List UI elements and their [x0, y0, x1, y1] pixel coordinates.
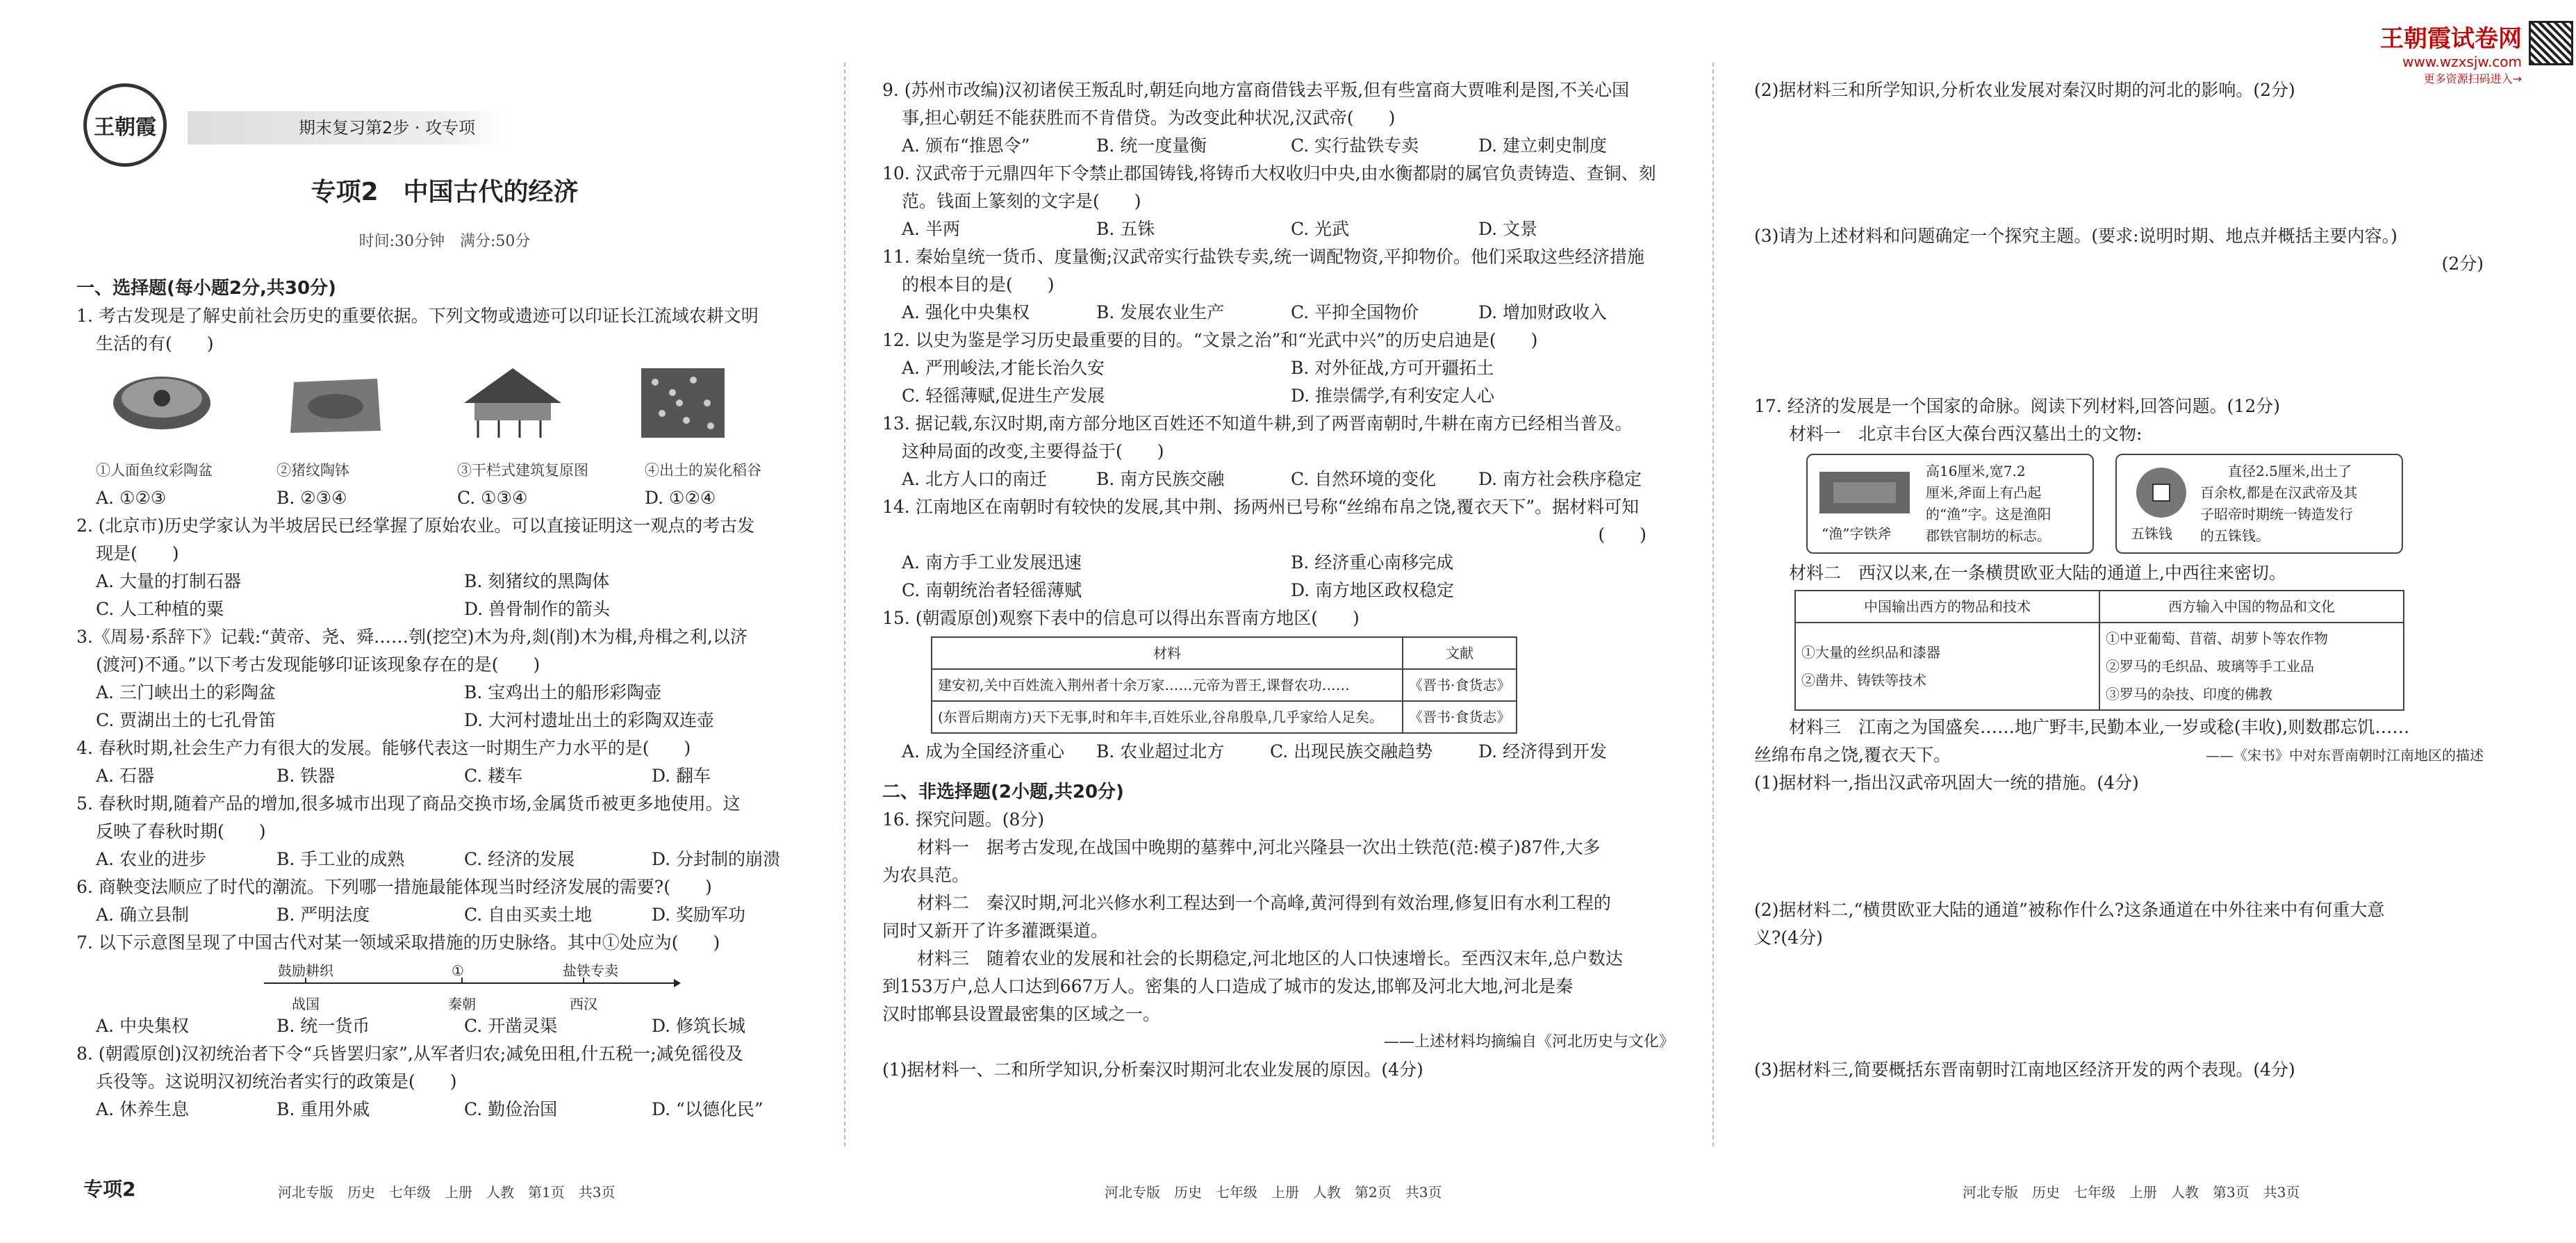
option-d[interactable]: D. 分封制的崩溃	[652, 849, 781, 869]
option-b[interactable]: B. 对外征战,方可开疆拓土	[1291, 358, 1494, 378]
option-d[interactable]: D. 奖励军功	[652, 905, 746, 925]
timeline-diagram: 鼓励耕织 ① 盐铁专卖 战国 秦朝 西汉	[76, 957, 813, 1012]
section-heading: 一、选择题(每小题2分,共30分)	[76, 278, 336, 299]
column-divider	[1712, 63, 1714, 1146]
question-17-part-2: (2)据材料二,“横贯欧亚大陆的通道”被称作什么?这条通道在中外往来中有何重大意 义?(4分)	[1754, 900, 2385, 948]
option-d[interactable]: D. 大河村遗址出土的彩陶双连壶	[464, 710, 715, 730]
question-7: 7. 以下示意图呈现了中国古代对某一领域采取措施的历史脉络。其中①处应为( ) 鼓励耕织 ① 盐铁专卖 战国 秦朝 西汉 A. 中央集权 B. 统一货币 C. 开凿灵渠 D. 修筑长城	[76, 929, 813, 1040]
question-17-part-3: (3)据材料三,简要概括东晋南朝时江南地区经济开发的两个表现。(4分)	[1754, 1060, 2295, 1080]
coin-box: 五铢钱 直径2.5厘米,出土了 百余枚,都是在汉武帝及其 子昭帝时期统一铸造发行 的五铢钱。	[2115, 454, 2403, 554]
artifact-boxes	[1754, 448, 2484, 559]
option-d[interactable]: D. 南方地区政权稳定	[1291, 580, 1455, 600]
option-b[interactable]: B. ②③④	[276, 488, 347, 508]
footer-page-2: 河北专版 历史 七年级 上册 人教 第2页 共3页	[1105, 1184, 1442, 1201]
option-b[interactable]: B. 农业超过北方	[1096, 741, 1225, 762]
option-b[interactable]: B. 经济重心南移完成	[1291, 552, 1454, 573]
pottery-basin-image	[110, 365, 214, 441]
option-c[interactable]: C. 实行盐铁专卖	[1291, 135, 1419, 156]
brand-title: 王朝霞试卷网	[2380, 25, 2522, 53]
question-17: 17. 经济的发展是一个国家的命脉。阅读下列材料,回答问题。(12分) 材料一 北京丰台区大葆台西汉墓出土的文物: “渔”字铁斧 高16厘米,宽7.2 厘米,斧面上有凸起 的“渔”字。这是渔阳 郡铁官制坊的标志。 五铢钱 直径2.5厘米,出土了 百余枚,都是在汉武帝及其 子昭帝时期统一铸造发行 的五铢钱。 材料二 西汉以来,在一条横贯欧亚大陆的通道上,中西往来密切。 中国输出西方的物品和技术 西方输入中国的物品和文化 ①大量的丝织品和漆器 ②凿井、铸铁等技术 ①中亚葡萄、苜蓿、胡萝卜等农作物 ②罗马的毛织品、玻璃等手工业品 ③罗马的杂技、印度的佛教 材料三 江南之为国盛矣……地广野丰,民勤本业,一岁或稔(丰收),则数郡忘饥…… 丝绵布帛之饶,覆衣天下。 ——《宋书》中对东晋南朝时江南地区的描述 (1)据材料一,指出汉武帝巩固大一统的措施。(4分)	[1754, 393, 2484, 797]
option-c[interactable]: C. 贾湖出土的七孔骨笛	[96, 710, 276, 730]
pig-pottery-image	[283, 365, 388, 441]
header-banner: 期末复习第2步 · 攻专项	[188, 111, 507, 145]
option-d[interactable]: D. 增加财政收入	[1478, 302, 1608, 322]
question-10: 10. 汉武帝于元鼎四年下令禁止郡国铸钱,将铸币大权收归中央,由水衡都尉的属官负责铸造、查铜、刻 范。钱面上篆刻的文字是( ) A. 半两 B. 五铢 C. 光武 D. 文景	[882, 160, 1674, 243]
option-c[interactable]: C. 经济的发展	[464, 849, 575, 869]
option-b[interactable]: B. 统一度量衡	[1096, 135, 1207, 156]
carbonized-rice-image	[638, 365, 728, 441]
timeline-arrow	[264, 976, 681, 990]
section-heading: 二、非选择题(2小题,共20分)	[882, 782, 1124, 802]
question-9: 9. (苏州市改编)汉初诸侯王叛乱时,朝廷向地方富商借钱去平叛,但有些富商大贾唯利是图,不关心国 事,担心朝廷不能获胜而不肯借贷。为改变此种状况,汉武帝( ) A. 颁布“推恩令” B. 统一度量衡 C. 实行盐铁专卖 D. 建立刺史制度	[882, 76, 1674, 160]
option-b[interactable]: B. 南方民族交融	[1096, 469, 1225, 489]
option-c[interactable]: C. 耧车	[464, 766, 523, 786]
artifact-images	[76, 358, 813, 456]
option-b[interactable]: B. 统一货币	[276, 1016, 370, 1036]
question-6: 6. 商鞅变法顺应了时代的潮流。下列哪一措施最能体现当时经济发展的需要?( ) A. 确立县制 B. 严明法度 C. 自由买卖土地 D. 奖励军功	[76, 873, 813, 929]
option-a[interactable]: A. ①②③	[96, 488, 167, 508]
option-c[interactable]: C. 勤俭治国	[464, 1099, 558, 1119]
option-c[interactable]: C. 开凿灵渠	[464, 1016, 558, 1036]
footer-badge: 专项2	[83, 1178, 136, 1201]
question-8: 8. (朝霞原创)汉初统治者下令“兵皆罢归家”,从军者归农;减免田租,什五税一;减免徭役及 兵役等。这说明汉初统治者实行的政策是( ) A. 休养生息 B. 重用外戚 C. 勤俭治国 D. “以德化民”	[76, 1040, 813, 1123]
option-a[interactable]: A. 严刑峻法,才能长治久安	[902, 358, 1105, 378]
option-c[interactable]: C. ①③④	[457, 488, 528, 508]
option-c[interactable]: C. 人工种植的粟	[96, 599, 224, 619]
option-b[interactable]: B. 刻猪纹的黑陶体	[464, 571, 610, 591]
qr-code-icon[interactable]	[2529, 21, 2573, 65]
option-d[interactable]: D. 经济得到开发	[1478, 741, 1608, 762]
page-3	[1754, 0, 2484, 1243]
option-d[interactable]: D. 建立刺史制度	[1478, 135, 1608, 156]
page-2	[882, 0, 1674, 1243]
option-b[interactable]: B. 宝鸡出土的船形彩陶壶	[464, 682, 662, 702]
option-a[interactable]: A. 大量的打制石器	[96, 571, 241, 591]
question-14: 14. 江南地区在南朝时有较快的发展,其中荆、扬两州已号称“丝绵布帛之饶,覆衣天下”。据材料可知 ( ) A. 南方手工业发展迅速 B. 经济重心南移完成 C. 南朝统治者轻徭薄赋 D. 南方地区政权稳定	[882, 493, 1674, 604]
wuzhu-coin-image	[2133, 465, 2189, 520]
option-d[interactable]: D. 修筑长城	[652, 1016, 746, 1036]
option-d[interactable]: D. “以德化民”	[652, 1099, 763, 1119]
option-d[interactable]: D. 翻车	[652, 766, 711, 786]
option-d[interactable]: D. 南方社会秩序稳定	[1478, 469, 1642, 489]
page-subtitle: 时间:30分钟 满分:50分	[358, 233, 531, 250]
question-5: 5. 春秋时期,随着产品的增加,很多城市出现了商品交换市场,金属货币被更多地使用。这 反映了春秋时期( ) A. 农业的进步 B. 手工业的成熟 C. 经济的发展 D. 分封制的崩溃	[76, 790, 813, 873]
option-d[interactable]: D. 文景	[1478, 219, 1538, 239]
option-a[interactable]: A. 强化中央集权	[902, 302, 1030, 322]
footer-page-3: 河北专版 历史 七年级 上册 人教 第3页 共3页	[1963, 1184, 2300, 1201]
option-a[interactable]: A. 石器	[96, 766, 154, 786]
question-16-part-2: (2)据材料三和所学知识,分析农业发展对秦汉时期的河北的影响。(2分)	[1754, 80, 2295, 100]
question-16-part-1: (1)据材料一、二和所学知识,分析秦汉时期河北农业发展的原因。(4分)	[882, 1060, 1423, 1080]
iron-axe-image	[1816, 465, 1913, 520]
iron-axe-box: “渔”字铁斧 高16厘米,宽7.2 厘米,斧面上有凸起 的“渔”字。这是渔阳 郡铁官制坊的标志。	[1806, 454, 2094, 554]
option-a[interactable]: A. 北方人口的南迁	[902, 469, 1047, 489]
question-13: 13. 据记载,东汉时期,南方部分地区百姓还不知道牛耕,到了两晋南朝时,牛耕在南方已经相当普及。 这种局面的改变,主要得益于( ) A. 北方人口的南迁 B. 南方民族交融 C. 自然环境的变化 D. 南方社会秩序稳定	[882, 410, 1674, 493]
option-c[interactable]: C. 光武	[1291, 219, 1350, 239]
section-1	[76, 274, 813, 1123]
option-c[interactable]: C. 轻徭薄赋,促进生产发展	[902, 386, 1105, 406]
question-1: 1. 考古发现是了解史前社会历史的重要依据。下列文物或遗迹可以印证长江流域农耕文明 生活的有( ) ①人面鱼纹彩陶盆 ②猪纹陶钵 ③干栏式建筑复原图 ④出土的炭化稻谷 A. ①②③ B. ②③④ C. ①③④ D. ①②④	[76, 302, 813, 512]
option-b[interactable]: B. 发展农业生产	[1096, 302, 1225, 322]
question-12: 12. 以史为鉴是学习历史最重要的目的。“文景之治”和“光武中兴”的历史启迪是( ) A. 严刑峻法,才能长治久安 B. 对外征战,方可开疆拓土 C. 轻徭薄赋,促进生产发展 D. 推崇儒学,有利安定人心	[882, 327, 1674, 410]
option-a[interactable]: A. 确立县制	[96, 905, 189, 925]
option-d[interactable]: D. 推崇儒学,有利安定人心	[1291, 386, 1494, 406]
question-4: 4. 春秋时期,社会生产力有很大的发展。能够代表这一时期生产力水平的是( ) A. 石器 B. 铁器 C. 耧车 D. 翻车	[76, 734, 813, 790]
question-11: 11. 秦始皇统一货币、度量衡;汉武帝实行盐铁专卖,统一调配物资,平抑物价。他们采取这些经济措施 的根本目的是( ) A. 强化中央集权 B. 发展农业生产 C. 平抑全国物价 D. 增加财政收入	[882, 243, 1674, 327]
question-16: 16. 探究问题。(8分) 材料一 据考古发现,在战国中晚期的墓葬中,河北兴隆县一次出土铁范(范:模子)87件,大多 为农具范。 材料二 秦汉时期,河北兴修水利工程达到一个高峰,黄河得到有效治理,修复旧有水利工程的 同时又新开了许多灌溉渠道。 材料三 随着农业的发展和社会的长期稳定,河北地区的人口快速增长。至西汉末年,总户数达 到153万户,总人口达到667万人。密集的人口造成了城市的发达,邯郸及河北大地,河北是秦 汉时邯郸县设置最密集的区域之一。 ——上述材料均摘编自《河北历史与文化》 (1)据材料一、二和所学知识,分析秦汉时期河北农业发展的原因。(4分)	[882, 806, 1674, 1084]
option-a[interactable]: A. 南方手工业发展迅速	[902, 552, 1082, 573]
question-15: 15. (朝霞原创)观察下表中的信息可以得出东晋南方地区( ) 材料 文献 建安初,关中百姓流入荆州者十余万家……元帝为晋王,课督农功…… 《晋书·食货志》 (东晋后期南方)天下无事,时和年丰,百姓乐业,谷帛殷阜,几乎家给人足矣。 《晋书·食货志》 A. 成为全国经济重心 B. 农业超过北方 C. 出现民族交融趋势 D. 经济得到开发	[882, 604, 1674, 766]
option-c[interactable]: C. 出现民族交融趋势	[1270, 741, 1433, 762]
brand-url[interactable]: www.wzxsjw.com	[2402, 53, 2522, 70]
question-3: 3.《周易·系辞下》记载:“黄帝、尧、舜……刳(挖空)木为舟,剡(削)木为楫,舟楫之利,以济 (渡河)不通。”以下考古发现能够印证该现象存在的是( ) A. 三门峡出土的彩陶盆 B. 宝鸡出土的船形彩陶壶 C. 贾湖出土的七孔骨笛 D. 大河村遗址出土的彩陶双连壶	[76, 623, 813, 734]
brand-more: 更多资源扫码进入→	[2423, 72, 2522, 85]
question-16-part-3: (3)请为上述材料和问题确定一个探究主题。(要求:说明时期、地点并概括主要内容。) (2分)	[1754, 226, 2484, 274]
material-table: 材料 文献 建安初,关中百姓流入荆州者十余万家……元帝为晋王,课督农功…… 《晋书·食货志》 (东晋后期南方)天下无事,时和年丰,百姓乐业,谷帛殷阜,几乎家给人足矣。 《晋书·食货志》	[931, 636, 1517, 734]
option-d[interactable]: D. 兽骨制作的箭头	[464, 599, 611, 619]
option-d[interactable]: D. ①②④	[645, 488, 716, 508]
option-b[interactable]: B. 铁器	[276, 766, 336, 786]
option-c[interactable]: C. 平抑全国物价	[1291, 302, 1419, 322]
question-17-part-1: (1)据材料一,指出汉武帝巩固大一统的措施。(4分)	[1754, 773, 2139, 793]
option-b[interactable]: B. 严明法度	[276, 905, 370, 925]
page-title: 专项2 中国古代的经济	[311, 178, 579, 206]
option-b[interactable]: B. 重用外戚	[276, 1099, 370, 1119]
page-1	[76, 0, 813, 1243]
trade-table: 中国输出西方的物品和技术 西方输入中国的物品和文化 ①大量的丝织品和漆器 ②凿井、铸铁等技术 ①中亚葡萄、苜蓿、胡萝卜等农作物 ②罗马的毛织品、玻璃等手工业品 ③罗马的杂技、印度的佛教	[1794, 590, 2404, 711]
column-divider	[844, 63, 845, 1146]
questions-9-16	[882, 76, 1674, 1084]
option-a[interactable]: A. 农业的进步	[96, 849, 206, 869]
option-a[interactable]: A. 休养生息	[96, 1099, 189, 1119]
logo: 王朝霞	[83, 83, 167, 167]
option-a[interactable]: A. 颁布“推恩令”	[902, 135, 1030, 156]
option-a[interactable]: A. 中央集权	[96, 1016, 189, 1036]
footer-page-1: 河北专版 历史 七年级 上册 人教 第1页 共3页	[278, 1184, 616, 1201]
option-a[interactable]: A. 半两	[902, 219, 960, 239]
option-c[interactable]: C. 自然环境的变化	[1291, 469, 1437, 489]
option-c[interactable]: C. 南朝统治者轻徭薄赋	[902, 580, 1082, 600]
option-a[interactable]: A. 三门峡出土的彩陶盆	[96, 682, 276, 702]
stilt-house-image	[457, 365, 568, 441]
option-b[interactable]: B. 五铢	[1096, 219, 1155, 239]
option-b[interactable]: B. 手工业的成熟	[276, 849, 405, 869]
option-c[interactable]: C. 自由买卖土地	[464, 905, 593, 925]
option-a[interactable]: A. 成为全国经济重心	[902, 741, 1064, 762]
question-2: 2. (北京市)历史学家认为半坡居民已经掌握了原始农业。可以直接证明这一观点的考古发 现是( ) A. 大量的打制石器 B. 刻猪纹的黑陶体 C. 人工种植的粟 D. 兽骨制作的箭头	[76, 512, 813, 623]
